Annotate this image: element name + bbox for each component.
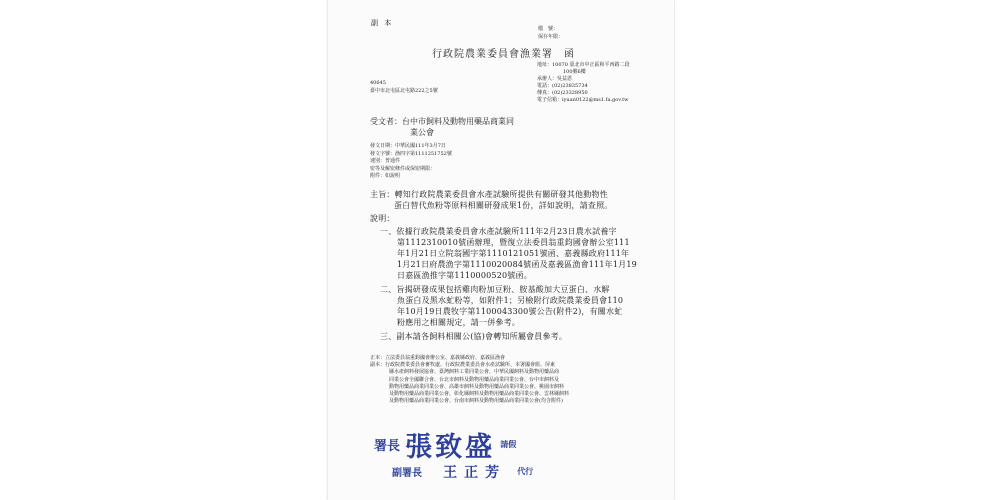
meta-line: 附件：如說明	[370, 173, 401, 180]
item-line: 日嘉區漁推字第1110000520號函。	[397, 271, 532, 280]
address-line: 電子信箱：iyuan0122@ms1.fa.gov.tw	[537, 97, 629, 103]
item-line: 年1月21日立院翁國字第1110121051號函、嘉義縣政府111年	[397, 249, 630, 258]
address-line: 地址：10070 臺北市中正區和平西路二段	[537, 62, 630, 68]
recipient-line: 業公會	[410, 128, 434, 137]
deputy-title: 副署長	[392, 468, 422, 479]
cc-line: 及動物用藥品商業同業公會、彰化縣飼料及動物用藥品商業同業公會、雲林縣飼料	[389, 391, 570, 398]
meta-line: 速別：普通件	[370, 158, 401, 165]
explanation-item-2	[380, 284, 623, 328]
explanation-label: 說明：	[370, 214, 395, 223]
recipient-block	[370, 116, 514, 138]
cc-line: 正本：立法委員翁重鈞國會辦公室、嘉義縣政府、嘉義區漁會	[370, 355, 506, 361]
address-line: 電話：(02)23835734	[537, 83, 588, 89]
copy-label: 副 本	[371, 19, 394, 27]
meta-line: 密等及解密條件或保密期限：	[370, 165, 436, 172]
sender-address-block	[537, 62, 630, 104]
item-line: 1月21日府農漁字第1110020084號函及嘉義區漁會111年1月19	[397, 260, 637, 269]
retention-label: 保存年限：	[538, 34, 564, 40]
cc-line: 副本：行政院農業委員會畜牧處、行政院農業委員會水產試驗所、本署國會組、屏東	[370, 362, 556, 369]
director-name: 張致盛	[405, 432, 496, 463]
director-title: 署長	[374, 439, 401, 454]
postal-code: 40645	[370, 80, 386, 86]
explanation-item-1	[380, 226, 637, 281]
address-line: 傳真：(02)23328950	[537, 90, 588, 96]
acting-note: 代行	[517, 466, 534, 476]
cc-line: 同業公會全國聯合會、台北市飼料及動物用藥品商業同業公會、台中市飼料及	[389, 376, 560, 383]
document-title: 行政院農業委員會漁業署 函	[432, 49, 575, 60]
subject-block	[370, 189, 613, 211]
director-signature-stamp	[374, 425, 516, 464]
recipient-address: 臺中市北屯區北屯路222之5號	[370, 88, 438, 94]
file-number-label: 檔 號：	[538, 26, 559, 32]
deputy-signature-stamp	[392, 461, 533, 482]
meta-line: 發文日期：中華民國111年3月7日	[370, 143, 446, 149]
subject-line: 主旨：轉知行政院農業委員會水產試驗所提供有關研發其他動物性	[370, 190, 608, 199]
leave-note: 請假	[500, 439, 517, 449]
meta-line: 發文字號：漁四字第1111251752號	[370, 150, 452, 157]
item-line: 魚蛋白及黑水虻粉等，如附件1；另檢附行政院農業委員會110	[397, 296, 624, 305]
item-line: 二、旨揭研發成果包括雞肉粉加豆粉、胺基酸加大豆蛋白、水解	[380, 285, 610, 294]
item-line: 一、依據行政院農業委員會水產試驗所111年2月23日農水試養字	[380, 227, 617, 236]
cc-line: 動物用藥品商業同業公會、高雄市飼料及動物用藥品商業同業公會、桃園市飼料	[389, 383, 565, 390]
deputy-name: 王正芳	[443, 464, 507, 481]
distribution-list	[370, 355, 569, 405]
recipient-line: 受文者：台中市飼料及動物用藥品商業同	[370, 117, 514, 126]
explanation-item-3: 三、副本請各飼料相關公(協)會轉知所屬會員參考。	[380, 332, 568, 341]
item-line: 粉應用之相關規定，請一併參考。	[397, 318, 520, 327]
item-line: 年10月19日農牧字第1100043300號公告(附件2)，有關水虻	[397, 307, 623, 316]
subject-line: 蛋白替代魚粉等原料相關研發成果1份，詳如說明，請查照。	[394, 201, 613, 210]
document-page	[328, 0, 674, 500]
cc-line: 縣水產飼料發展協會、臺灣飼料工業同業公會、中華民國飼料及動物用藥品商	[389, 369, 560, 376]
dispatch-meta	[370, 143, 452, 181]
address-line: 100號6樓	[563, 69, 586, 75]
address-line: 承辦人：吳益恩	[537, 76, 573, 82]
item-line: 第1112310010號函辦理，暨復立法委員翁重鈞國會辦公室111	[397, 238, 630, 247]
cc-line: 及動物用藥品商業同業公會、台南市飼料及動物用藥品商業同業公會(均含附件)	[389, 398, 563, 405]
